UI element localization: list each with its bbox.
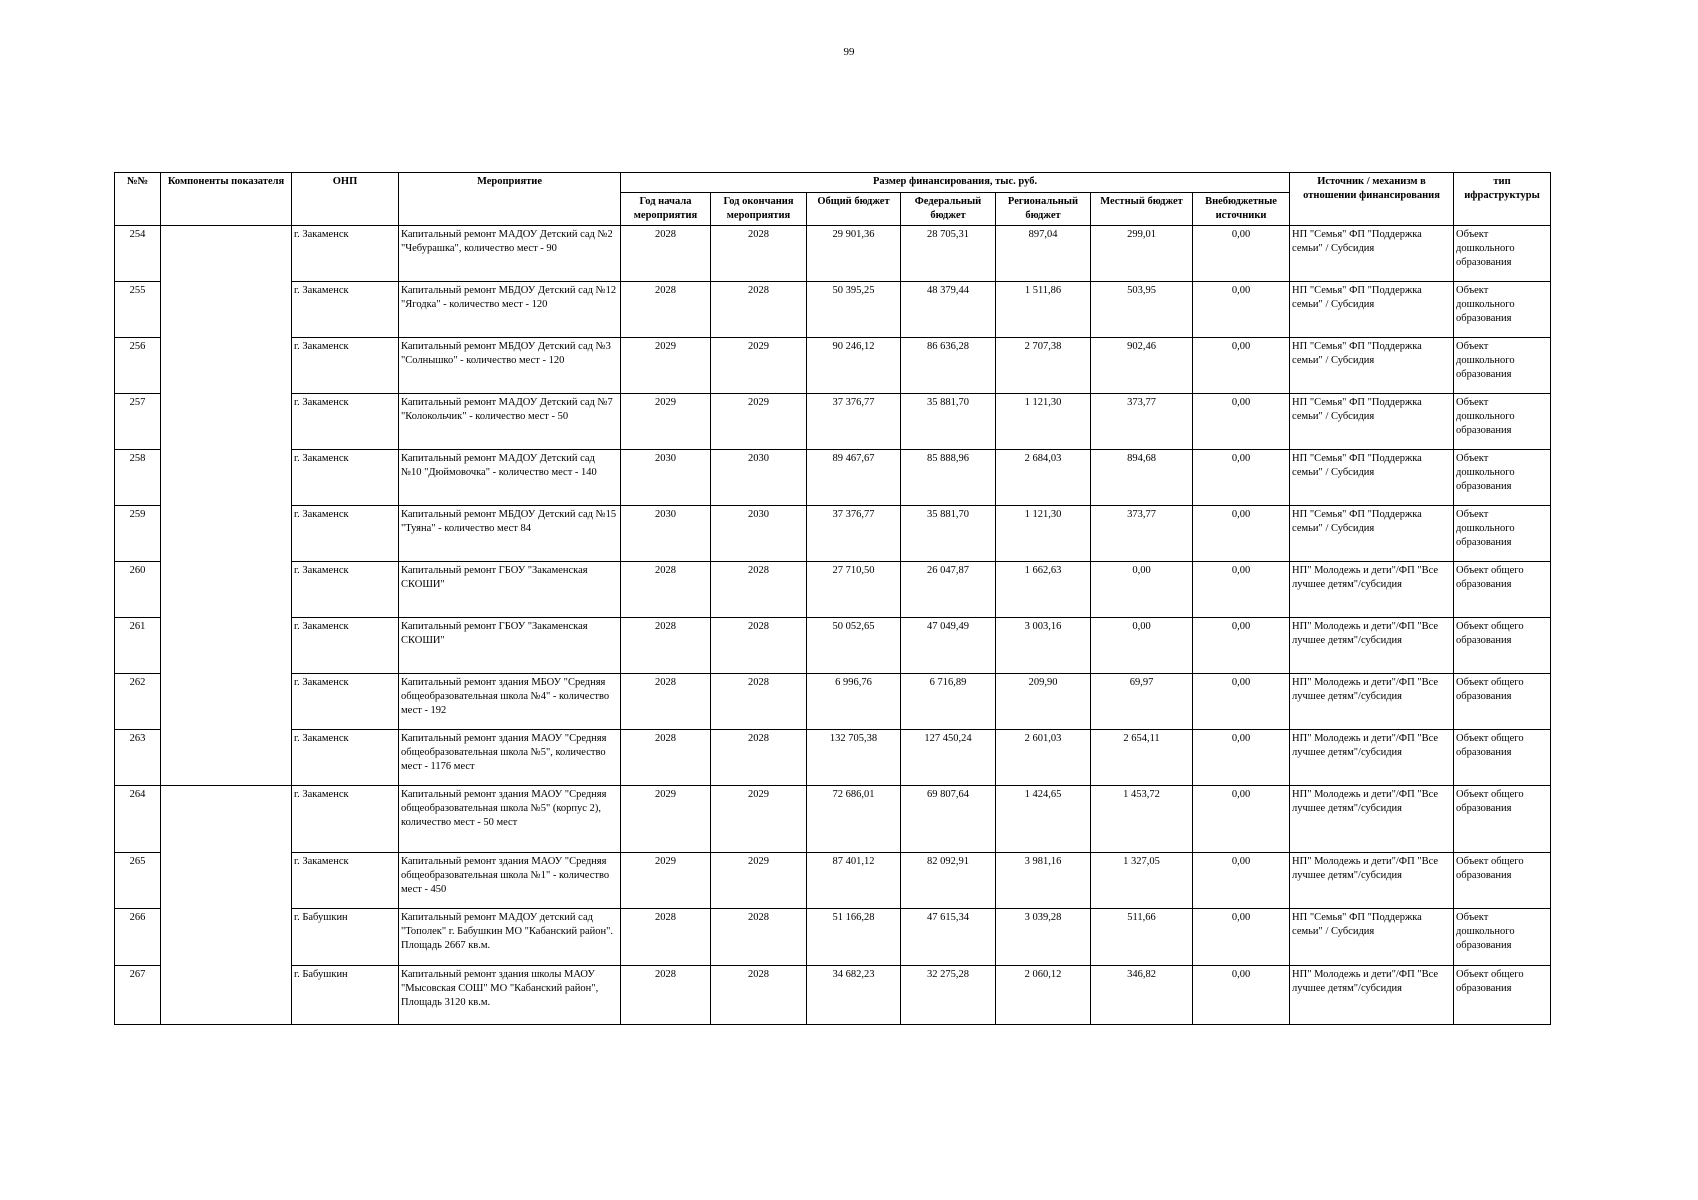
cell-onp: г. Закаменск: [292, 394, 399, 450]
cell-federal: 85 888,96: [901, 450, 996, 506]
cell-extra: 0,00: [1193, 786, 1290, 853]
table-row: [115, 394, 1551, 450]
cell-regional: 1 121,30: [996, 394, 1091, 450]
table-body: [115, 226, 1551, 1025]
cell-year-end: 2028: [711, 618, 807, 674]
cell-federal: 69 807,64: [901, 786, 996, 853]
cell-year-end: 2028: [711, 282, 807, 338]
cell-event: Капитальный ремонт МАДОУ Детский сад №10 "Дюймовочка" - количество мест - 140: [399, 450, 621, 506]
cell-year-end: 2028: [711, 730, 807, 786]
cell-year-end: 2029: [711, 786, 807, 853]
cell-regional: 209,90: [996, 674, 1091, 730]
header-source: Источник / механизм в отношении финансирования: [1290, 173, 1454, 226]
cell-year-start: 2028: [621, 282, 711, 338]
cell-event: Капитальный ремонт ГБОУ "Закаменская СКОШИ": [399, 618, 621, 674]
cell-year-end: 2028: [711, 966, 807, 1025]
cell-source: НП "Семья" ФП "Поддержка семьи" / Субсидия: [1290, 394, 1454, 450]
cell-total: 50 052,65: [807, 618, 901, 674]
cell-onp: г. Закаменск: [292, 853, 399, 909]
cell-local: 373,77: [1091, 394, 1193, 450]
header-event: Мероприятие: [399, 173, 621, 226]
cell-infra-type: Объект общего образования: [1454, 853, 1551, 909]
cell-extra: 0,00: [1193, 506, 1290, 562]
header-total: Общий бюджет: [807, 193, 901, 226]
header-row-top: [115, 173, 1551, 193]
header-local: Местный бюджет: [1091, 193, 1193, 226]
cell-total: 51 166,28: [807, 909, 901, 966]
cell-num: 265: [115, 853, 161, 909]
cell-year-end: 2028: [711, 562, 807, 618]
cell-event: Капитальный ремонт МАДОУ Детский сад №7 "Колокольчик" - количество мест - 50: [399, 394, 621, 450]
cell-extra: 0,00: [1193, 618, 1290, 674]
cell-year-end: 2029: [711, 394, 807, 450]
header-year-end: Год окончания мероприятия: [711, 193, 807, 226]
cell-extra: 0,00: [1193, 909, 1290, 966]
header-infra-type: тип ифраструктуры: [1454, 173, 1551, 226]
cell-num: 257: [115, 394, 161, 450]
cell-local: 2 654,11: [1091, 730, 1193, 786]
cell-total: 72 686,01: [807, 786, 901, 853]
cell-infra-type: Объект дошкольного образования: [1454, 506, 1551, 562]
cell-source: НП "Семья" ФП "Поддержка семьи" / Субсидия: [1290, 450, 1454, 506]
cell-source: НП "Семья" ФП "Поддержка семьи" / Субсидия: [1290, 909, 1454, 966]
table-row: [115, 909, 1551, 966]
cell-infra-type: Объект дошкольного образования: [1454, 226, 1551, 282]
table-row: [115, 730, 1551, 786]
table-row: [115, 786, 1551, 853]
cell-regional: 3 039,28: [996, 909, 1091, 966]
cell-source: НП" Молодежь и дети"/ФП "Все лучшее детям"/субсидия: [1290, 730, 1454, 786]
cell-source: НП "Семья" ФП "Поддержка семьи" / Субсидия: [1290, 338, 1454, 394]
header-num: №№: [115, 173, 161, 226]
cell-local: 373,77: [1091, 506, 1193, 562]
cell-num: 260: [115, 562, 161, 618]
cell-onp: г. Закаменск: [292, 506, 399, 562]
cell-federal: 35 881,70: [901, 506, 996, 562]
cell-regional: 3 003,16: [996, 618, 1091, 674]
cell-year-start: 2028: [621, 730, 711, 786]
cell-regional: 1 121,30: [996, 506, 1091, 562]
cell-infra-type: Объект общего образования: [1454, 674, 1551, 730]
page-number: 99: [843, 46, 855, 58]
cell-regional: 1 662,63: [996, 562, 1091, 618]
cell-num: 255: [115, 282, 161, 338]
cell-year-start: 2028: [621, 966, 711, 1025]
cell-year-end: 2030: [711, 450, 807, 506]
cell-infra-type: Объект общего образования: [1454, 786, 1551, 853]
header-extra: Внебюджетные источники: [1193, 193, 1290, 226]
cell-source: НП" Молодежь и дети"/ФП "Все лучшее детям"/субсидия: [1290, 618, 1454, 674]
cell-onp: г. Закаменск: [292, 226, 399, 282]
cell-local: 69,97: [1091, 674, 1193, 730]
table-row: [115, 338, 1551, 394]
cell-num: 261: [115, 618, 161, 674]
cell-event: Капитальный ремонт МБДОУ Детский сад №3 "Солнышко" - количество мест - 120: [399, 338, 621, 394]
cell-event: Капитальный ремонт здания МБОУ "Средняя общеобразовательная школа №4" - количество мест - 192: [399, 674, 621, 730]
cell-onp: г. Закаменск: [292, 786, 399, 853]
cell-num: 267: [115, 966, 161, 1025]
cell-regional: 1 424,65: [996, 786, 1091, 853]
cell-extra: 0,00: [1193, 282, 1290, 338]
header-onp: ОНП: [292, 173, 399, 226]
cell-source: НП" Молодежь и дети"/ФП "Все лучшее детям"/субсидия: [1290, 562, 1454, 618]
cell-extra: 0,00: [1193, 562, 1290, 618]
cell-extra: 0,00: [1193, 853, 1290, 909]
cell-local: 511,66: [1091, 909, 1193, 966]
cell-year-start: 2028: [621, 909, 711, 966]
cell-total: 89 467,67: [807, 450, 901, 506]
cell-num: 262: [115, 674, 161, 730]
cell-infra-type: Объект дошкольного образования: [1454, 282, 1551, 338]
cell-total: 132 705,38: [807, 730, 901, 786]
cell-federal: 48 379,44: [901, 282, 996, 338]
cell-federal: 28 705,31: [901, 226, 996, 282]
cell-year-start: 2029: [621, 338, 711, 394]
cell-regional: 2 060,12: [996, 966, 1091, 1025]
cell-total: 34 682,23: [807, 966, 901, 1025]
cell-year-start: 2030: [621, 506, 711, 562]
cell-source: НП "Семья" ФП "Поддержка семьи" / Субсидия: [1290, 226, 1454, 282]
header-financing-group: Размер финансирования, тыс. руб.: [621, 173, 1290, 193]
cell-event: Капитальный ремонт здания МАОУ "Средняя общеобразовательная школа №1" - количество мест - 450: [399, 853, 621, 909]
cell-event: Капитальный ремонт здания МАОУ "Средняя общеобразовательная школа №5", количество мест - 1176 мест: [399, 730, 621, 786]
cell-federal: 47 615,34: [901, 909, 996, 966]
cell-year-start: 2029: [621, 853, 711, 909]
cell-year-end: 2029: [711, 338, 807, 394]
cell-infra-type: Объект дошкольного образования: [1454, 338, 1551, 394]
cell-source: НП" Молодежь и дети"/ФП "Все лучшее детям"/субсидия: [1290, 853, 1454, 909]
cell-year-start: 2028: [621, 618, 711, 674]
cell-federal: 86 636,28: [901, 338, 996, 394]
cell-total: 29 901,36: [807, 226, 901, 282]
cell-num: 256: [115, 338, 161, 394]
cell-num: 264: [115, 786, 161, 853]
cell-onp: г. Бабушкин: [292, 909, 399, 966]
table-row: [115, 853, 1551, 909]
cell-year-start: 2029: [621, 394, 711, 450]
header-components: Компоненты показателя: [161, 173, 292, 226]
cell-total: 6 996,76: [807, 674, 901, 730]
cell-event: Капитальный ремонт МАДОУ Детский сад №2 "Чебурашка", количество мест - 90: [399, 226, 621, 282]
cell-federal: 32 275,28: [901, 966, 996, 1025]
cell-infra-type: Объект общего образования: [1454, 966, 1551, 1025]
cell-total: 27 710,50: [807, 562, 901, 618]
cell-onp: г. Закаменск: [292, 450, 399, 506]
cell-source: НП" Молодежь и дети"/ФП "Все лучшее детям"/субсидия: [1290, 966, 1454, 1025]
cell-num: 258: [115, 450, 161, 506]
cell-year-start: 2030: [621, 450, 711, 506]
cell-total: 90 246,12: [807, 338, 901, 394]
cell-onp: г. Закаменск: [292, 730, 399, 786]
cell-num: 259: [115, 506, 161, 562]
cell-onp: г. Закаменск: [292, 618, 399, 674]
cell-onp: г. Закаменск: [292, 562, 399, 618]
cell-infra-type: Объект дошкольного образования: [1454, 450, 1551, 506]
cell-year-end: 2028: [711, 226, 807, 282]
financing-table: [114, 172, 1551, 1025]
cell-num: 263: [115, 730, 161, 786]
cell-onp: г. Закаменск: [292, 282, 399, 338]
cell-extra: 0,00: [1193, 674, 1290, 730]
cell-regional: 2 684,03: [996, 450, 1091, 506]
cell-total: 37 376,77: [807, 394, 901, 450]
table-row: [115, 674, 1551, 730]
cell-event: Капитальный ремонт МБДОУ Детский сад №15 "Туяна" - количество мест 84: [399, 506, 621, 562]
cell-regional: 3 981,16: [996, 853, 1091, 909]
cell-local: 0,00: [1091, 562, 1193, 618]
cell-infra-type: Объект дошкольного образования: [1454, 394, 1551, 450]
table-row: [115, 450, 1551, 506]
cell-total: 50 395,25: [807, 282, 901, 338]
cell-source: НП "Семья" ФП "Поддержка семьи" / Субсидия: [1290, 506, 1454, 562]
cell-onp: г. Закаменск: [292, 674, 399, 730]
cell-extra: 0,00: [1193, 730, 1290, 786]
cell-year-end: 2028: [711, 909, 807, 966]
cell-components: [161, 786, 292, 1025]
cell-federal: 82 092,91: [901, 853, 996, 909]
cell-local: 902,46: [1091, 338, 1193, 394]
cell-total: 87 401,12: [807, 853, 901, 909]
header-regional: Региональный бюджет: [996, 193, 1091, 226]
cell-num: 266: [115, 909, 161, 966]
cell-event: Капитальный ремонт здания МАОУ "Средняя общеобразовательная школа №5" (корпус 2), количество мест - 50 мест: [399, 786, 621, 853]
cell-event: Капитальный ремонт МАДОУ детский сад "Тополек" г. Бабушкин МО "Кабанский район". Площадь 2667 кв.м.: [399, 909, 621, 966]
cell-local: 346,82: [1091, 966, 1193, 1025]
cell-local: 503,95: [1091, 282, 1193, 338]
table-row: [115, 618, 1551, 674]
table-row: [115, 562, 1551, 618]
cell-local: 1 453,72: [1091, 786, 1193, 853]
cell-components: [161, 226, 292, 786]
cell-extra: 0,00: [1193, 966, 1290, 1025]
cell-extra: 0,00: [1193, 450, 1290, 506]
cell-local: 894,68: [1091, 450, 1193, 506]
table-row: [115, 506, 1551, 562]
cell-federal: 35 881,70: [901, 394, 996, 450]
cell-onp: г. Закаменск: [292, 338, 399, 394]
cell-regional: 1 511,86: [996, 282, 1091, 338]
table-row: [115, 282, 1551, 338]
cell-year-end: 2029: [711, 853, 807, 909]
cell-event: Капитальный ремонт здания школы МАОУ "Мысовская СОШ" МО "Кабанский район", Площадь 3120 кв.м.: [399, 966, 621, 1025]
cell-extra: 0,00: [1193, 394, 1290, 450]
cell-source: НП" Молодежь и дети"/ФП "Все лучшее детям"/субсидия: [1290, 786, 1454, 853]
cell-year-end: 2028: [711, 674, 807, 730]
cell-year-start: 2028: [621, 226, 711, 282]
cell-infra-type: Объект общего образования: [1454, 562, 1551, 618]
cell-local: 0,00: [1091, 618, 1193, 674]
cell-federal: 47 049,49: [901, 618, 996, 674]
cell-extra: 0,00: [1193, 226, 1290, 282]
cell-regional: 2 707,38: [996, 338, 1091, 394]
cell-federal: 127 450,24: [901, 730, 996, 786]
header-federal: Федеральный бюджет: [901, 193, 996, 226]
header-year-start: Год начала мероприятия: [621, 193, 711, 226]
cell-event: Капитальный ремонт МБДОУ Детский сад №12 "Ягодка" - количество мест - 120: [399, 282, 621, 338]
cell-num: 254: [115, 226, 161, 282]
table-row: [115, 966, 1551, 1025]
cell-regional: 2 601,03: [996, 730, 1091, 786]
cell-source: НП "Семья" ФП "Поддержка семьи" / Субсидия: [1290, 282, 1454, 338]
table-row: [115, 226, 1551, 282]
cell-extra: 0,00: [1193, 338, 1290, 394]
cell-federal: 26 047,87: [901, 562, 996, 618]
cell-infra-type: Объект общего образования: [1454, 730, 1551, 786]
cell-infra-type: Объект общего образования: [1454, 618, 1551, 674]
cell-onp: г. Бабушкин: [292, 966, 399, 1025]
cell-year-end: 2030: [711, 506, 807, 562]
cell-regional: 897,04: [996, 226, 1091, 282]
cell-infra-type: Объект дошкольного образования: [1454, 909, 1551, 966]
cell-local: 299,01: [1091, 226, 1193, 282]
cell-year-start: 2028: [621, 674, 711, 730]
cell-local: 1 327,05: [1091, 853, 1193, 909]
cell-year-start: 2028: [621, 562, 711, 618]
cell-total: 37 376,77: [807, 506, 901, 562]
cell-source: НП" Молодежь и дети"/ФП "Все лучшее детям"/субсидия: [1290, 674, 1454, 730]
cell-federal: 6 716,89: [901, 674, 996, 730]
cell-event: Капитальный ремонт ГБОУ "Закаменская СКОШИ": [399, 562, 621, 618]
cell-year-start: 2029: [621, 786, 711, 853]
